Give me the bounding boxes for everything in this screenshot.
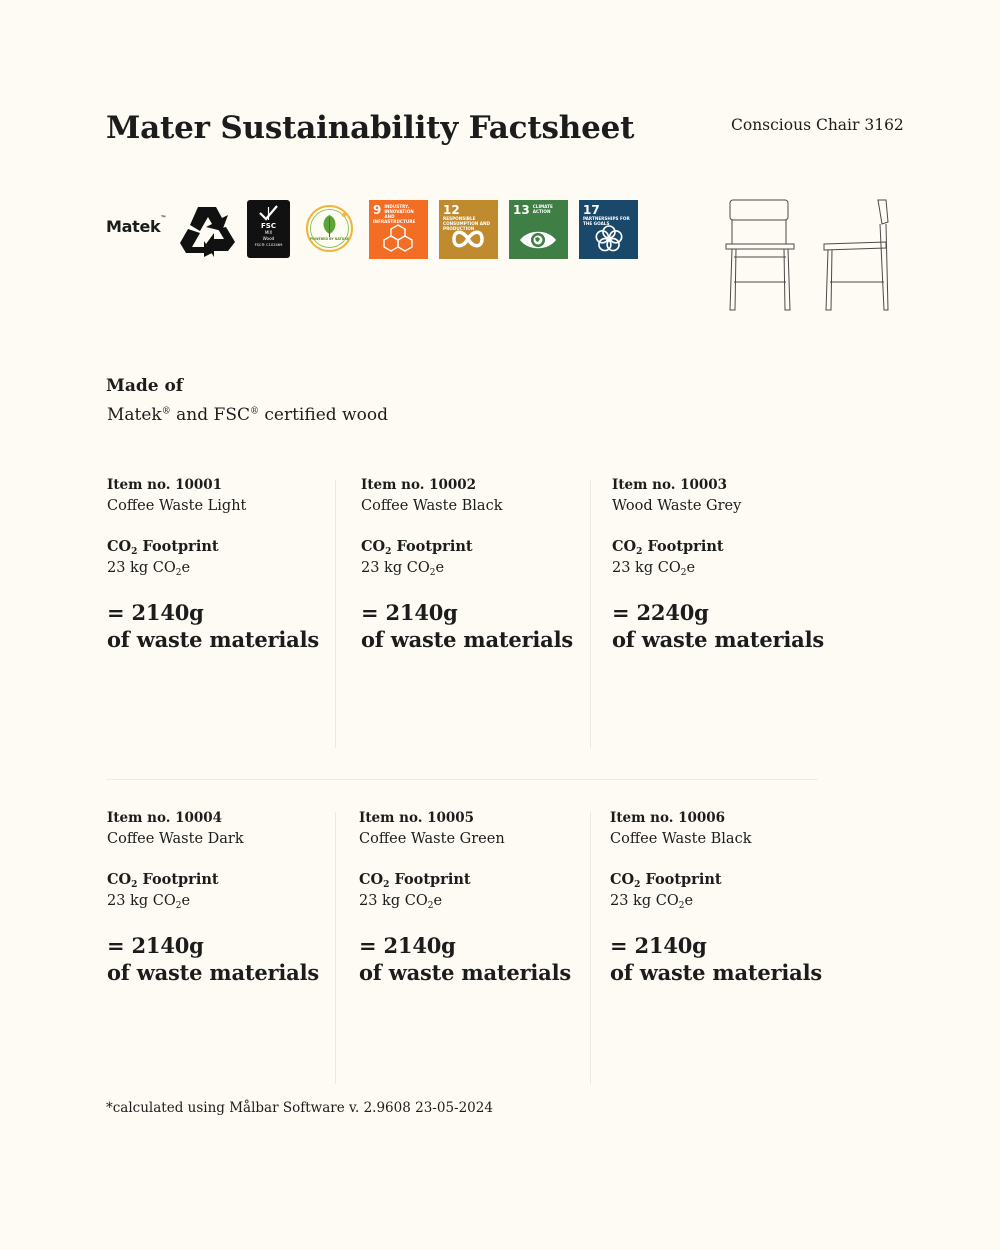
item-number: Item no. 10002 [361,477,477,493]
waste-label: of waste materials [361,627,573,652]
sdg-9-badge [369,200,428,259]
powered-label: POWERED BY NATURE [309,237,350,241]
item-card [610,810,840,986]
item-number: Item no. 10005 [359,810,475,826]
co2-footprint-label: $CO_2$ Footprint [107,871,219,890]
registered-mark: ® [161,406,171,417]
co2-footprint-label: $CO_2$ Footprint [361,538,473,557]
made-of-description [107,405,388,425]
waste-label: of waste materials [107,960,319,985]
item-name: Coffee Waste Dark [107,831,244,847]
tree-checkmark-icon [258,204,279,222]
matek-logo-mark: ™ [160,215,167,222]
page-title: Mater Sustainability Factsheet [106,110,635,146]
waste-amount: = 2140g [107,600,204,625]
matek-logo-text: Matek [106,217,161,236]
waste-label: of waste materials [107,627,319,652]
item-card [612,477,842,653]
item-card [107,477,337,653]
waste-label: of waste materials [359,960,571,985]
co2-footprint-label: $CO_2$ Footprint [359,871,471,890]
co2-footprint-value: 23 kg $CO_2e$ [107,560,191,578]
footnote: *calculated using Målbar Software v. 2.9608 23-05-2024 [106,1100,493,1116]
sdg-13-badge [509,200,568,259]
fsc-wood: Wood [262,236,275,241]
waste-amount: = 2240g [612,600,709,625]
item-number: Item no. 10001 [107,477,223,493]
co2-footprint-value: 23 kg $CO_2e$ [612,560,696,578]
item-name: Wood Waste Grey [612,498,742,514]
fsc-logo [247,200,290,258]
co2-footprint-label: $CO_2$ Footprint [107,538,219,557]
fsc-mix: MIX [264,230,273,235]
material-suffix: certified wood [258,405,388,425]
sdg-12-badge [439,200,498,259]
cubes-icon [383,223,413,253]
sdg-label: INDUSTRY, INNOVATION AND INFRASTRUCTURE [373,204,416,224]
powered-by-nature-logo [305,204,354,253]
co2-footprint-value: 23 kg $CO_2e$ [361,560,445,578]
item-name: Coffee Waste Black [361,498,503,514]
co2-footprint-value: 23 kg $CO_2e$ [610,893,694,911]
infinity-icon [451,227,485,251]
sdg-number: 12 [443,203,460,217]
item-number: Item no. 10004 [107,810,223,826]
sdg-label: RESPONSIBLE CONSUMPTION AND PRODUCTION [443,216,490,231]
eye-globe-icon [518,228,558,252]
item-card [361,477,591,653]
fsc-name: FSC [261,222,276,230]
co2-footprint-label: $CO_2$ Footprint [610,871,722,890]
leaf-badge-icon [305,204,354,253]
waste-amount: = 2140g [107,933,204,958]
sdg-label: CLIMATE ACTION [532,204,553,214]
item-card [359,810,589,986]
item-name: Coffee Waste Green [359,831,505,847]
registered-mark: ® [249,406,259,417]
fsc-code: FSC® C102469 [254,243,283,247]
chair-front-illustration [722,196,798,318]
item-number: Item no. 10003 [612,477,728,493]
waste-amount: = 2140g [359,933,456,958]
flower-rings-icon [593,223,625,255]
co2-footprint-value: 23 kg $CO_2e$ [107,893,191,911]
sdg-17-badge [579,200,638,259]
co2-footprint-value: 23 kg $CO_2e$ [359,893,443,911]
item-card [107,810,337,986]
recycle-icon [178,201,236,263]
column-divider [590,812,591,1084]
co2-footprint-label: $CO_2$ Footprint [612,538,724,557]
material-fsc: and FSC [170,405,250,425]
matek-logo [106,217,166,236]
row-divider [106,779,818,780]
chair-side-illustration [820,196,894,318]
sdg-number: 17 [583,203,600,217]
waste-label: of waste materials [612,627,824,652]
product-name: Conscious Chair 3162 [731,116,904,134]
waste-amount: = 2140g [361,600,458,625]
made-of-title: Made of [106,376,184,396]
sdg-number: 13 [513,203,530,217]
material-matek: Matek [107,405,162,425]
item-name: Coffee Waste Black [610,831,752,847]
waste-label: of waste materials [610,960,822,985]
sdg-label: PARTNERSHIPS FOR THE GOALS [583,216,630,226]
sdg-number: 9 [373,203,382,217]
waste-amount: = 2140g [610,933,707,958]
item-name: Coffee Waste Light [107,498,247,514]
item-number: Item no. 10006 [610,810,726,826]
